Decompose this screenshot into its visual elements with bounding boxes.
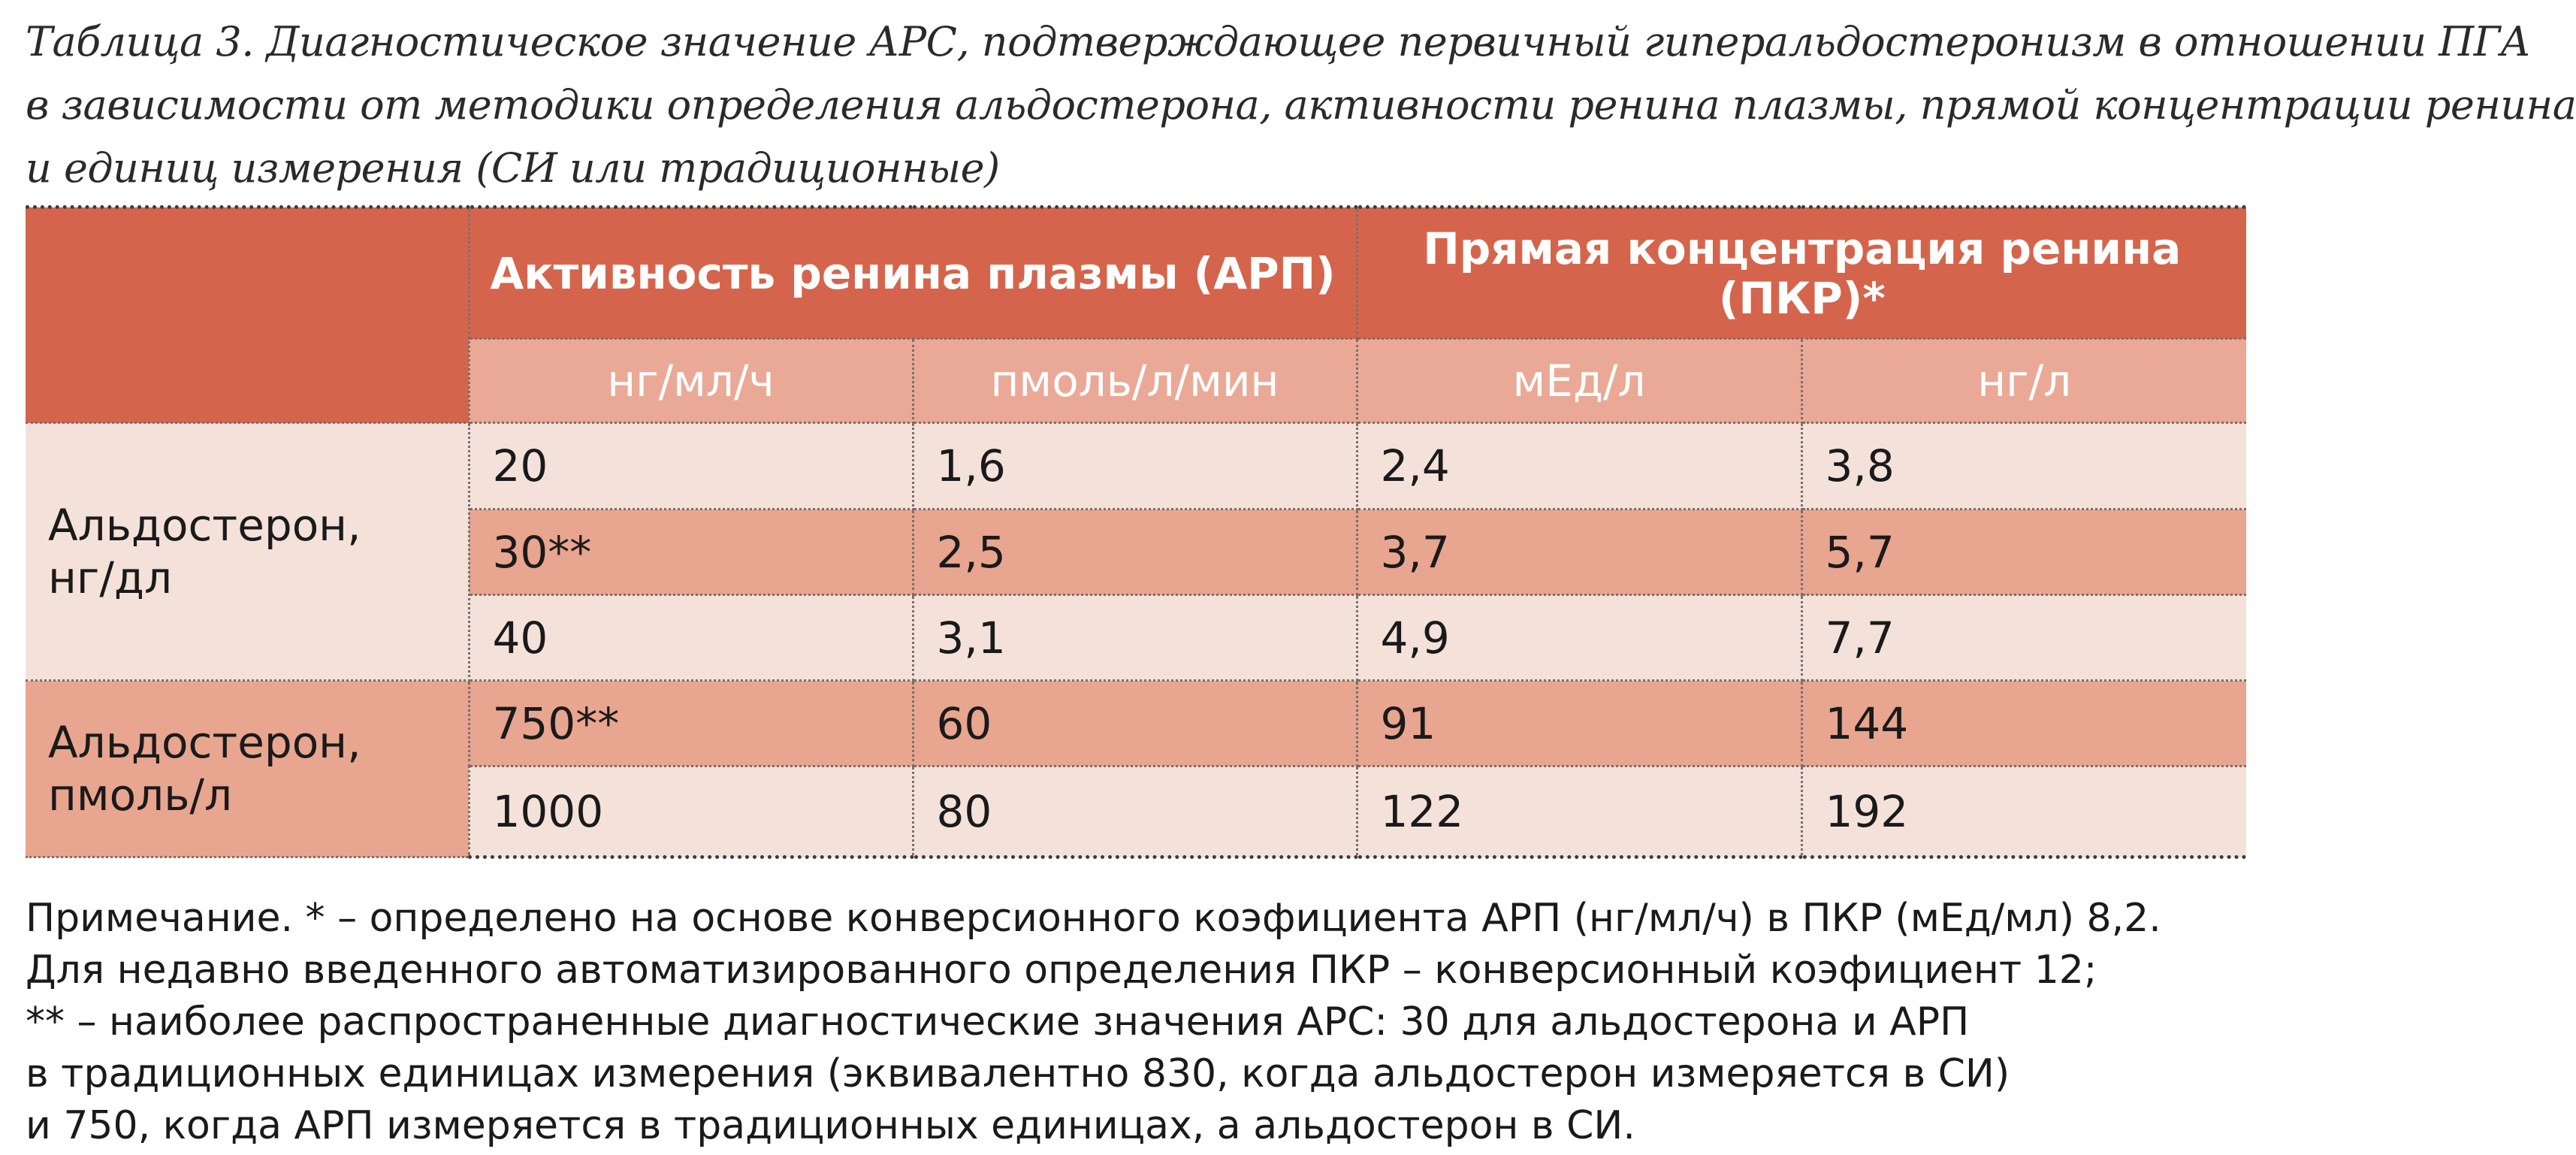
- note-line-5: и 750, когда АРП измеряется в традиционных единицах, а альдостерон в СИ.: [26, 1103, 1635, 1148]
- table-cell: 3,1: [913, 595, 1357, 681]
- table-cell: 2,4: [1357, 423, 1801, 509]
- header-corner-cell: [26, 207, 469, 423]
- table-cell: 3,7: [1357, 509, 1801, 595]
- caption-line-3: и единиц измерения (СИ или традиционные): [26, 144, 1000, 192]
- header-pkr-label-line2: (ПКР)*: [1718, 272, 1886, 324]
- table-cell: 122: [1357, 766, 1801, 857]
- header-arp-group: [469, 207, 1357, 339]
- table-cell: 30**: [469, 509, 913, 595]
- row-group-label-line2: пмоль/л: [48, 769, 233, 821]
- table-cell: 4,9: [1357, 595, 1801, 681]
- row-group-label-line1: Альдостерон,: [48, 500, 361, 551]
- table-caption: [26, 11, 2576, 200]
- unit-header-med-l: мЕд/л: [1357, 339, 1801, 423]
- table-cell: 1,6: [913, 423, 1357, 509]
- table-cell: 60: [913, 681, 1357, 766]
- unit-header-ng-l: нг/л: [1801, 339, 2246, 423]
- row-group-label-ng-dl: [26, 423, 469, 681]
- table-cell: 91: [1357, 681, 1801, 766]
- caption-line-1: Таблица 3. Диагностическое значение АРС, подтверждающее первичный гиперальдостеронизм в отношении ПГА: [26, 18, 2531, 65]
- table-cell: 750**: [469, 681, 913, 766]
- header-pkr-group: [1357, 207, 2246, 339]
- table-cell: 1000: [469, 766, 913, 857]
- row-group-label-line2: нг/дл: [48, 552, 173, 603]
- table-row: [26, 681, 2246, 766]
- table-cell: 2,5: [913, 509, 1357, 595]
- table-cell: 40: [469, 595, 913, 681]
- row-group-label-line1: Альдостерон,: [48, 717, 361, 768]
- table-cell: 80: [913, 766, 1357, 857]
- table-cell: 144: [1801, 681, 2246, 766]
- table-cell: 3,8: [1801, 423, 2246, 509]
- row-group-label-pmol-l: [26, 681, 469, 857]
- note-line-3: ** – наиболее распространенные диагностические значения АРС: 30 для альдостерона и АРП: [26, 999, 1970, 1045]
- table-cell: 192: [1801, 766, 2246, 857]
- table-footnote: [26, 893, 2234, 1152]
- note-line-1: Примечание. * – определено на основе конверсионного коэфициента АРП (нг/мл/ч) в ПКР (мЕд/мл) 8,2.: [26, 896, 2161, 941]
- note-line-4: в традиционных единицах измерения (эквивалентно 830, когда альдостерон измеряется в СИ): [26, 1051, 2010, 1096]
- header-arp-label: Активность ренина плазмы (АРП): [490, 247, 1336, 299]
- ars-diagnostic-table: [26, 205, 2246, 859]
- unit-header-pmol-l-min: пмоль/л/мин: [913, 339, 1357, 423]
- table-cell: 7,7: [1801, 595, 2246, 681]
- table-cell: 20: [469, 423, 913, 509]
- caption-line-2: в зависимости от методики определения альдостерона, активности ренина плазмы, прямой концентрации ренина: [26, 81, 2576, 129]
- table-row: [26, 423, 2246, 509]
- table-cell: 5,7: [1801, 509, 2246, 595]
- header-pkr-label-line1: Прямая концентрация ренина: [1423, 222, 2182, 274]
- unit-header-ng-ml-h: нг/мл/ч: [469, 339, 913, 423]
- note-line-2: Для недавно введенного автоматизированного определения ПКР – конверсионный коэфициент 12;: [26, 948, 2097, 993]
